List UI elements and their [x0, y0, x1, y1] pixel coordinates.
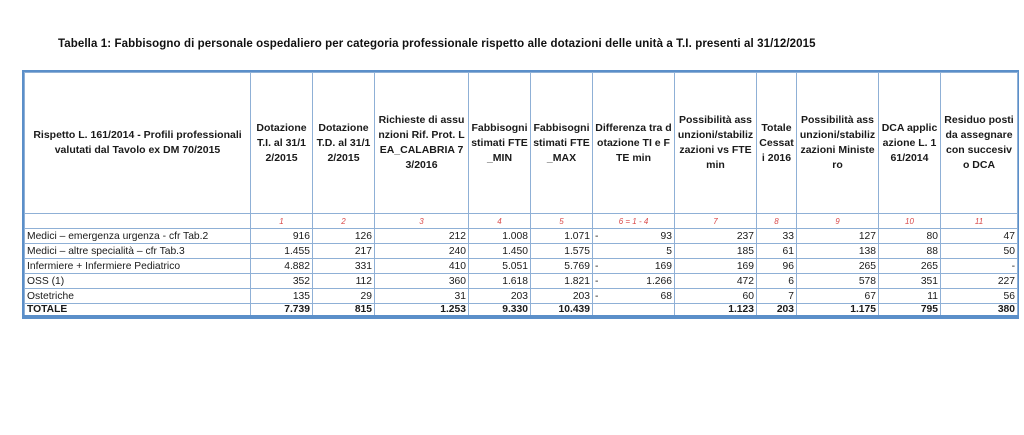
- total-cell: 10.439: [531, 304, 593, 317]
- header-possibilita-vs-fte: Possibilità assunzioni/stabilizzazioni vs FTE min: [675, 73, 757, 214]
- table-cell: [797, 244, 879, 259]
- cell-value: 227: [997, 275, 1015, 287]
- cell-value: 265: [920, 260, 938, 272]
- row-label: OSS (1): [25, 274, 251, 289]
- table-row: [25, 289, 1018, 304]
- total-cell: 9.330: [469, 304, 531, 317]
- table-cell: [469, 259, 531, 274]
- cell-value: 472: [736, 275, 754, 287]
- row-label: Medici – emergenza urgenza - cfr Tab.2: [25, 229, 251, 244]
- table-cell: [469, 274, 531, 289]
- cell-value: 203: [572, 290, 590, 302]
- table-row: [25, 274, 1018, 289]
- cell-value: 1.266: [646, 275, 672, 287]
- table-cell: [375, 289, 469, 304]
- column-index: 10: [879, 214, 941, 229]
- cell-value: 11: [927, 290, 938, 302]
- cell-value: 138: [858, 245, 876, 257]
- table-cell: [469, 244, 531, 259]
- table-cell: [941, 259, 1018, 274]
- table-cell: [593, 274, 675, 289]
- table-cell: [879, 229, 941, 244]
- header-possibilita-ministero: Possibilità assunzioni/stabilizzazioni Ministero: [797, 73, 879, 214]
- cell-value: 88: [926, 245, 938, 257]
- cell-value: 265: [858, 260, 876, 272]
- header-dotazione-td: Dotazione T.D. al 31/12/2015: [313, 73, 375, 214]
- column-index: 8: [757, 214, 797, 229]
- table-cell: [879, 259, 941, 274]
- cell-value: 93: [660, 230, 672, 242]
- table-cell: [313, 259, 375, 274]
- row-label: Infermiere + Infermiere Pediatrico: [25, 259, 251, 274]
- cell-value: 60: [742, 290, 754, 302]
- total-cell: 795: [879, 304, 941, 317]
- header-fte-max: Fabbisogni stimati FTE_MAX: [531, 73, 593, 214]
- table-cell: [593, 259, 675, 274]
- table-body: [25, 214, 1018, 317]
- cell-value: 31: [454, 290, 466, 302]
- total-cell: 1.253: [375, 304, 469, 317]
- table-cell: [941, 274, 1018, 289]
- cell-value: 410: [448, 260, 466, 272]
- cell-value: 351: [920, 275, 938, 287]
- total-label: TOTALE: [25, 304, 251, 317]
- cell-value: 1.618: [502, 275, 528, 287]
- table-cell: [531, 229, 593, 244]
- table-cell: [675, 229, 757, 244]
- cell-value: 96: [782, 260, 794, 272]
- cell-value: 1.071: [564, 230, 590, 242]
- table-cell: [375, 259, 469, 274]
- table-cell: [757, 274, 797, 289]
- header-dotazione-ti: Dotazione T.I. al 31/12/2015: [251, 73, 313, 214]
- table-cell: [879, 244, 941, 259]
- cell-value: 360: [448, 275, 466, 287]
- table-cell: [593, 289, 675, 304]
- table-cell: [313, 229, 375, 244]
- column-index: 11: [941, 214, 1018, 229]
- row-label: Ostetriche: [25, 289, 251, 304]
- total-row: [25, 304, 1018, 317]
- cell-value: 5.051: [502, 260, 528, 272]
- table-cell: [941, 244, 1018, 259]
- minus-sign: -: [595, 275, 599, 287]
- cell-value: 33: [782, 230, 794, 242]
- cell-value: 1.455: [284, 245, 310, 257]
- cell-value: 29: [360, 290, 372, 302]
- column-index-row: [25, 214, 1018, 229]
- cell-value: 240: [448, 245, 466, 257]
- table-cell: [375, 229, 469, 244]
- minus-sign: -: [595, 290, 599, 302]
- cell-value: 4.882: [284, 260, 310, 272]
- column-index: 6 = 1 - 4: [593, 214, 675, 229]
- table-cell: [797, 229, 879, 244]
- table-cell: [797, 274, 879, 289]
- row-label: Medici – altre specialità – cfr Tab.3: [25, 244, 251, 259]
- total-cell: 815: [313, 304, 375, 317]
- table-cell: [251, 229, 313, 244]
- cell-value: 185: [736, 245, 754, 257]
- cell-value: 352: [292, 275, 310, 287]
- table-cell: [531, 274, 593, 289]
- table-cell: [593, 229, 675, 244]
- table-cell: [375, 274, 469, 289]
- cell-value: 47: [1003, 230, 1015, 242]
- table-cell: [675, 274, 757, 289]
- staffing-table-container: [22, 70, 1019, 319]
- cell-value: 61: [782, 245, 794, 257]
- table-row: [25, 244, 1018, 259]
- cell-value: 56: [1003, 290, 1015, 302]
- total-cell: [593, 304, 675, 317]
- table-row: [25, 259, 1018, 274]
- cell-value: 212: [448, 230, 466, 242]
- table-cell: [757, 229, 797, 244]
- column-index: 9: [797, 214, 879, 229]
- table-cell: [879, 274, 941, 289]
- table-cell: [797, 289, 879, 304]
- cell-value: 217: [354, 245, 372, 257]
- cell-value: 68: [660, 290, 672, 302]
- table-cell: [757, 289, 797, 304]
- table-cell: [251, 244, 313, 259]
- cell-value: 7: [788, 290, 794, 302]
- cell-value: -: [1011, 260, 1015, 272]
- cell-value: 127: [858, 230, 876, 242]
- cell-value: 578: [858, 275, 876, 287]
- table-cell: [531, 289, 593, 304]
- table-cell: [251, 289, 313, 304]
- header-profile: Rispetto L. 161/2014 - Profili professionali valutati dal Tavolo ex DM 70/2015: [25, 73, 251, 214]
- header-residuo: Residuo posti da assegnare con succesivo DCA: [941, 73, 1018, 214]
- table-row: [25, 229, 1018, 244]
- table-cell: [313, 289, 375, 304]
- table-cell: [941, 229, 1018, 244]
- column-index: 1: [251, 214, 313, 229]
- table-cell: [941, 289, 1018, 304]
- cell-value: 135: [292, 290, 310, 302]
- header-row: [25, 73, 1018, 214]
- table-cell: [879, 289, 941, 304]
- table-caption: Tabella 1: Fabbisogno di personale ospedaliero per categoria professionale rispetto alle dotazioni delle unità a T.I. presenti al 31/12/2015: [58, 38, 816, 50]
- cell-value: 237: [736, 230, 754, 242]
- total-cell: 203: [757, 304, 797, 317]
- cell-value: 5: [666, 245, 672, 257]
- total-cell: 7.739: [251, 304, 313, 317]
- cell-value: 169: [654, 260, 672, 272]
- table-cell: [375, 244, 469, 259]
- cell-value: 331: [354, 260, 372, 272]
- header-richieste-assunzioni: Richieste di assunzioni Rif. Prot. LEA_CALABRIA 73/2016: [375, 73, 469, 214]
- column-index: [25, 214, 251, 229]
- cell-value: 6: [788, 275, 794, 287]
- header-fte-min: Fabbisogni stimati FTE_MIN: [469, 73, 531, 214]
- table-cell: [757, 244, 797, 259]
- column-index: 2: [313, 214, 375, 229]
- table-cell: [251, 259, 313, 274]
- total-cell: 380: [941, 304, 1018, 317]
- table-cell: [593, 244, 675, 259]
- table-cell: [675, 244, 757, 259]
- cell-value: 80: [926, 230, 938, 242]
- column-index: 3: [375, 214, 469, 229]
- staffing-table: [24, 72, 1018, 317]
- table-cell: [313, 274, 375, 289]
- minus-sign: -: [595, 230, 599, 242]
- cell-value: 112: [355, 275, 372, 287]
- table-cell: [675, 289, 757, 304]
- column-index: 5: [531, 214, 593, 229]
- table-cell: [757, 259, 797, 274]
- column-index: 4: [469, 214, 531, 229]
- total-cell: 1.123: [675, 304, 757, 317]
- cell-value: 5.769: [564, 260, 590, 272]
- header-differenza: Differenza tra dotazione TI e FTE min: [593, 73, 675, 214]
- header-dca: DCA applicazione L. 161/2014: [879, 73, 941, 214]
- header-totale-cessati: Totale Cessati 2016: [757, 73, 797, 214]
- cell-value: 1.008: [502, 230, 528, 242]
- cell-value: 126: [354, 230, 372, 242]
- table-cell: [797, 259, 879, 274]
- cell-value: 50: [1003, 245, 1015, 257]
- cell-value: 203: [510, 290, 528, 302]
- column-index: 7: [675, 214, 757, 229]
- total-cell: 1.175: [797, 304, 879, 317]
- cell-value: 1.821: [564, 275, 590, 287]
- cell-value: 67: [864, 290, 876, 302]
- table-cell: [251, 274, 313, 289]
- cell-value: 1.450: [502, 245, 528, 257]
- table-cell: [469, 289, 531, 304]
- cell-value: 916: [292, 230, 310, 242]
- table-cell: [531, 259, 593, 274]
- minus-sign: -: [595, 260, 599, 272]
- table-cell: [469, 229, 531, 244]
- table-cell: [675, 259, 757, 274]
- cell-value: 1.575: [564, 245, 590, 257]
- table-cell: [313, 244, 375, 259]
- table-cell: [531, 244, 593, 259]
- cell-value: 169: [736, 260, 754, 272]
